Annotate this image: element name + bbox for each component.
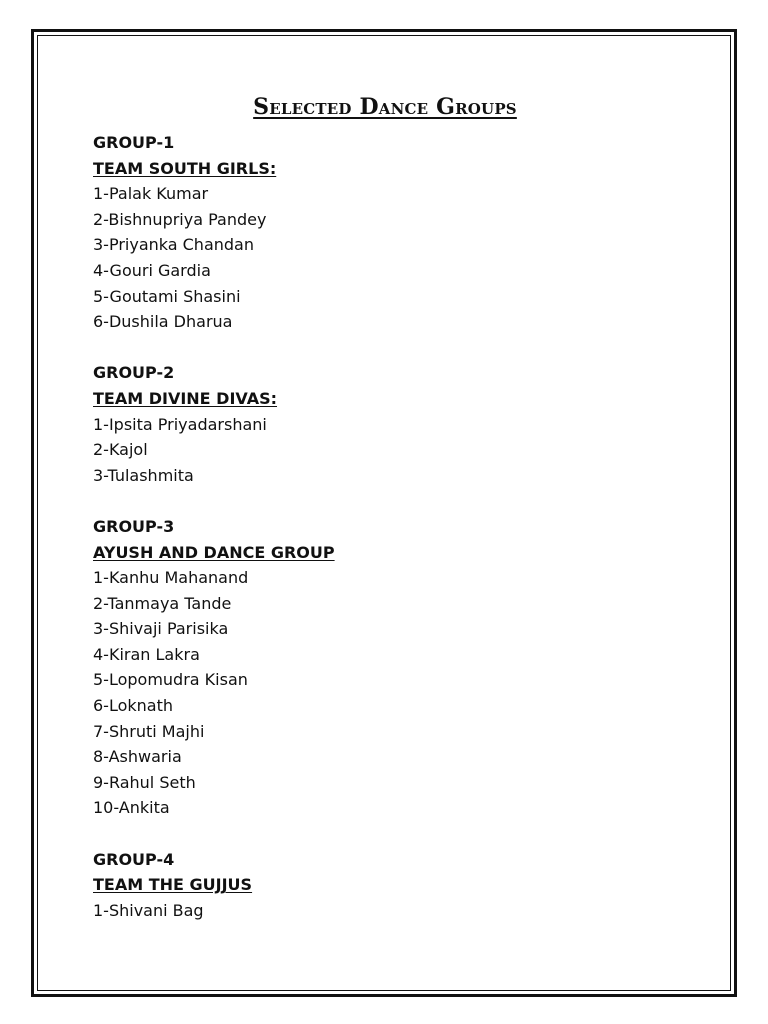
team-name: TEAM DIVINE DIVAS: (93, 388, 278, 408)
member-item: 5-Goutami Shasini (93, 286, 241, 306)
member-item: 1-Ipsita Priyadarshani (93, 414, 267, 434)
member-item: 6-Dushila Dharua (93, 312, 233, 332)
group-heading: GROUP-3 (93, 516, 175, 536)
member-item: 1-Palak Kumar (93, 184, 209, 204)
member-item: 5-Lopomudra Kisan (93, 670, 248, 690)
group-1 (93, 130, 693, 335)
group-heading: GROUP-4 (93, 849, 175, 869)
member-item: 8-Ashwaria (93, 747, 182, 767)
team-name: AYUSH AND DANCE GROUP (93, 542, 335, 562)
group-heading: GROUP-1 (93, 133, 175, 152)
document-content (93, 90, 693, 923)
team-name: TEAM THE GUJJUS (93, 875, 253, 895)
member-item: 4-Kiran Lakra (93, 644, 200, 664)
group-4 (93, 847, 693, 924)
member-item: 3-Tulashmita (93, 465, 194, 485)
member-item: 10-Ankita (93, 798, 170, 818)
document-title: Selected Dance Groups (253, 94, 517, 120)
member-item: 9-Rahul Seth (93, 772, 196, 792)
member-item: 1-Kanhu Mahanand (93, 568, 249, 588)
member-item: 4-Gouri Gardia (93, 260, 211, 280)
group-3 (93, 514, 693, 821)
member-item: 2-Kajol (93, 440, 148, 460)
member-item: 7-Shruti Majhi (93, 721, 205, 741)
team-name: TEAM SOUTH GIRLS: (93, 158, 277, 178)
group-heading: GROUP-2 (93, 363, 175, 383)
member-item: 2-Bishnupriya Pandey (93, 209, 267, 229)
member-item: 6-Loknath (93, 696, 173, 716)
member-item: 3-Priyanka Chandan (93, 235, 254, 255)
member-item: 2-Tanmaya Tande (93, 593, 232, 613)
group-2 (93, 360, 693, 488)
member-item: 3-Shivaji Parisika (93, 619, 229, 639)
member-item: 1-Shivani Bag (93, 900, 204, 920)
